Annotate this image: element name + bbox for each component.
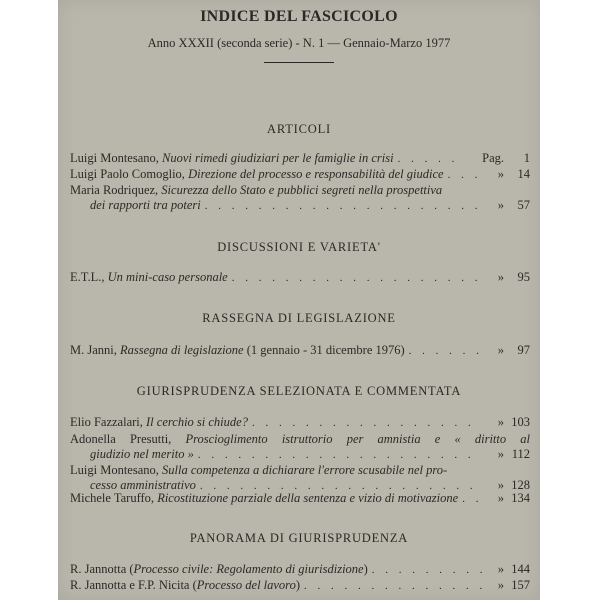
entry-page: 103: [511, 415, 530, 429]
entry-author: Michele Taruffo,: [70, 491, 155, 505]
entry-page: 95: [517, 270, 530, 284]
entry-page: 57: [517, 198, 530, 212]
leader-dots: [198, 448, 482, 463]
toc-entry[interactable]: [70, 151, 530, 166]
leader-dots: [372, 563, 482, 578]
leader-dots: [252, 416, 482, 431]
index-page: [58, 0, 540, 600]
paren-close: ): [295, 578, 301, 592]
leader-dots: [409, 344, 482, 359]
toc-entry[interactable]: [70, 167, 530, 182]
toc-entry[interactable]: [70, 578, 530, 593]
toc-entry[interactable]: [70, 432, 530, 462]
toc-entry[interactable]: [70, 415, 530, 430]
entry-title-continued: dei rapporti tra poteri: [90, 198, 201, 212]
ditto-mark: »: [497, 270, 504, 284]
entry-author: Luigi Montesano,: [70, 463, 159, 477]
entry-title: Sicurezza dello Stato e pubblici segreti nella prospettiva: [161, 183, 443, 197]
paren-open: (: [129, 562, 134, 576]
section-title-discussioni: DISCUSSIONI E VARIETA': [217, 240, 381, 254]
entry-title: Direzione del processo e responsabilità del giudice: [188, 167, 444, 181]
entry-title: Sulla competenza a dichiarare l'errore scusabile nel pro-: [162, 463, 448, 477]
entry-author: R. Jannotta e F.P. Nicita: [70, 578, 190, 592]
entry-author: M. Janni,: [70, 343, 117, 357]
entry-author: Luigi Montesano,: [70, 151, 159, 165]
toc-entry[interactable]: [70, 562, 530, 577]
entry-title-continued: cesso amministrativo: [90, 478, 196, 492]
ditto-mark: »: [497, 343, 504, 357]
entry-page: 112: [511, 447, 530, 461]
toc-entry[interactable]: [70, 463, 530, 493]
entry-page: 128: [511, 478, 530, 492]
entry-title: Proscioglimento istruttorio per amnistia e « diritto al: [185, 432, 531, 446]
entry-page: 157: [511, 578, 530, 592]
entry-period: (1 gennaio - 31 dicembre 1976): [246, 343, 405, 357]
ditto-mark: »: [497, 415, 504, 429]
entry-page: 144: [511, 562, 530, 576]
title-divider: [264, 62, 334, 63]
entry-page: 97: [517, 343, 530, 357]
toc-entry[interactable]: [70, 491, 530, 506]
leader-dots: [462, 492, 482, 507]
entry-author: Adonella Presutti,: [70, 432, 172, 446]
entry-page: 1: [523, 151, 530, 165]
entry-author: E.T.L.,: [70, 270, 105, 284]
entry-title: Ricostituzione parziale della sentenza e vizio di motivazione: [157, 491, 459, 505]
leader-dots: [398, 152, 466, 167]
entry-author: Maria Rodriquez,: [70, 183, 159, 197]
paren-open: (: [192, 578, 197, 592]
entry-title: Processo civile: Regolamento di giurisdizione: [133, 562, 364, 576]
entry-title: Rassegna di legislazione: [120, 343, 244, 357]
entry-title: Il cerchio si chiude?: [146, 415, 248, 429]
entry-author: Luigi Paolo Comoglio,: [70, 167, 185, 181]
ditto-mark: »: [497, 562, 504, 576]
ditto-mark: »: [497, 167, 504, 181]
entry-author: Elio Fazzalari,: [70, 415, 143, 429]
entry-author: R. Jannotta: [70, 562, 127, 576]
toc-entry[interactable]: [70, 270, 530, 285]
ditto-mark: »: [497, 478, 504, 492]
leader-dots: [304, 579, 482, 594]
section-title-giurisprudenza: GIURISPRUDENZA SELEZIONATA E COMMENTATA: [136, 384, 462, 398]
ditto-mark: »: [497, 491, 504, 505]
section-title-rassegna: RASSEGNA DI LEGISLAZIONE: [202, 311, 396, 325]
section-title-articoli: ARTICOLI: [267, 122, 331, 136]
paren-close: ): [363, 562, 368, 576]
section-title-panorama: PANORAMA DI GIURISPRUDENZA: [189, 531, 409, 545]
ditto-mark: »: [497, 447, 504, 461]
leader-dots: [448, 168, 482, 183]
entry-title: Un mini-caso personale: [107, 270, 228, 284]
leader-dots: [205, 199, 482, 214]
entry-title: Processo del lavoro: [196, 578, 296, 592]
toc-entry[interactable]: [70, 183, 530, 213]
entry-page: 14: [517, 167, 530, 181]
ditto-mark: »: [497, 578, 504, 592]
entry-title: Nuovi rimedi giudiziari per le famiglie in crisi: [162, 151, 394, 165]
entry-page: 134: [511, 491, 530, 505]
issue-line: Anno XXXII (seconda serie) - N. 1 — Gennaio-Marzo 1977: [147, 36, 451, 50]
page-title: INDICE DEL FASCICOLO: [200, 8, 398, 25]
ditto-mark: »: [497, 198, 504, 212]
leader-dots: [232, 271, 482, 286]
toc-entry[interactable]: [70, 343, 530, 358]
entry-title-continued: giudizio nel merito »: [90, 447, 194, 461]
page-label: Pag.: [482, 151, 504, 165]
